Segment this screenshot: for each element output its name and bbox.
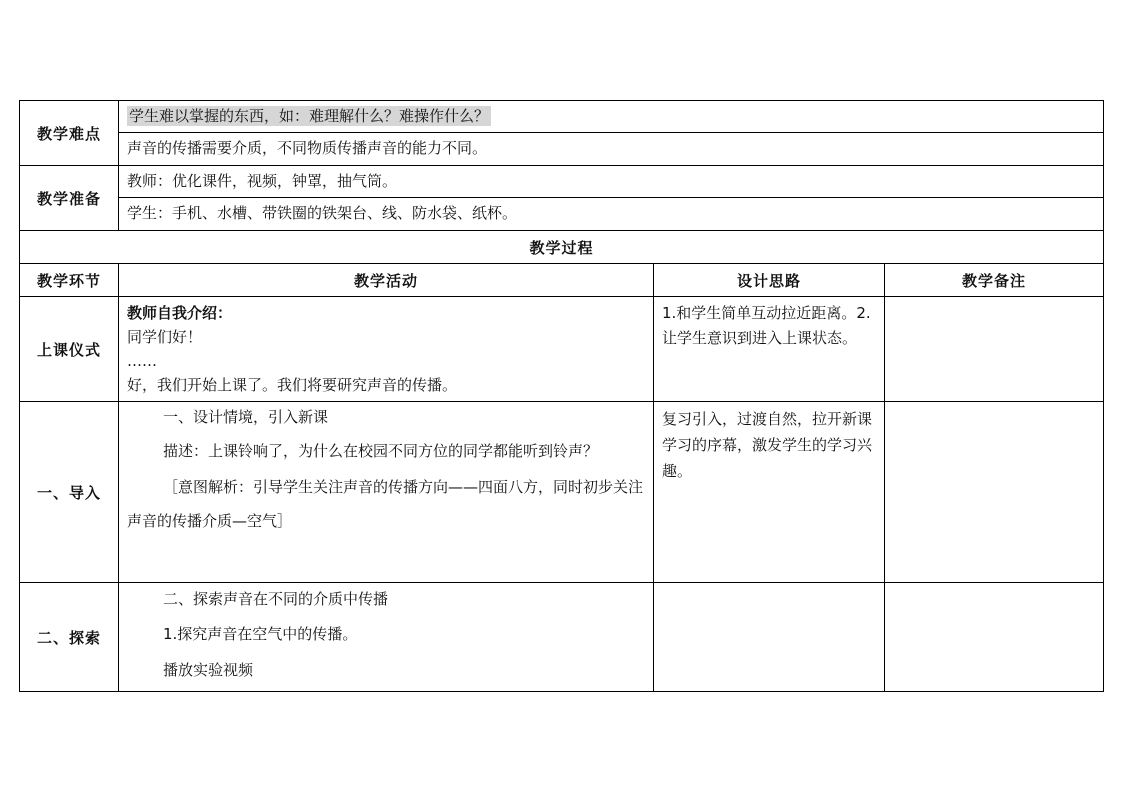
lesson-plan-table xyxy=(19,100,1104,692)
preparation-teacher: 教师：优化课件，视频，钟罩，抽气筒。 xyxy=(119,166,1104,198)
header-stage: 教学环节 xyxy=(20,264,119,297)
activity-ceremony-line-2: …… xyxy=(127,352,157,370)
activity-explore-video: 播放实验视频 xyxy=(163,661,254,679)
activity-explore-step: 1.探究声音在空气中的传播。 xyxy=(163,625,358,643)
preparation-student: 学生：手机、水槽、带铁圈的铁架台、线、防水袋、纸杯。 xyxy=(119,198,1104,231)
stage-explore: 二、探索 xyxy=(20,583,119,692)
preparation-label: 教学准备 xyxy=(20,166,119,231)
header-design: 设计思路 xyxy=(654,264,885,297)
activity-intro-intent: ［意图解析：引导学生关注声音的传播方向——四面八方，同时初步关注声音的传播介质—空气］ xyxy=(127,478,644,530)
activity-explore xyxy=(119,583,654,692)
stage-ceremony: 上课仪式 xyxy=(20,297,119,402)
activity-ceremony-title: 教师自我介绍： xyxy=(127,304,233,322)
header-notes: 教学备注 xyxy=(885,264,1104,297)
activity-intro-heading: 一、设计情境，引入新课 xyxy=(163,408,329,426)
difficulty-hint-cell xyxy=(119,101,1104,133)
difficulty-label: 教学难点 xyxy=(20,101,119,166)
activity-ceremony-line-1: 同学们好！ xyxy=(127,328,203,346)
difficulty-content: 声音的传播需要介质，不同物质传播声音的能力不同。 xyxy=(119,133,1104,166)
design-ceremony: 1.和学生简单互动拉近距离。2.让学生意识到进入上课状态。 xyxy=(654,297,885,402)
activity-explore-heading: 二、探索声音在不同的介质中传播 xyxy=(163,590,389,608)
header-activity: 教学活动 xyxy=(119,264,654,297)
activity-ceremony-line-3: 好，我们开始上课了。我们将要研究声音的传播。 xyxy=(127,376,458,394)
activity-intro-desc: 描述：上课铃响了，为什么在校园不同方位的同学都能听到铃声？ xyxy=(163,442,599,460)
notes-explore xyxy=(885,583,1104,692)
design-explore xyxy=(654,583,885,692)
activity-intro xyxy=(119,402,654,583)
activity-ceremony xyxy=(119,297,654,402)
difficulty-hint: 学生难以掌握的东西，如：难理解什么？难操作什么？ xyxy=(129,107,490,125)
process-title: 教学过程 xyxy=(20,231,1104,264)
design-intro: 复习引入，过渡自然，拉开新课学习的序幕，激发学生的学习兴趣。 xyxy=(654,402,885,583)
stage-intro: 一、导入 xyxy=(20,402,119,583)
notes-ceremony xyxy=(885,297,1104,402)
notes-intro xyxy=(885,402,1104,583)
